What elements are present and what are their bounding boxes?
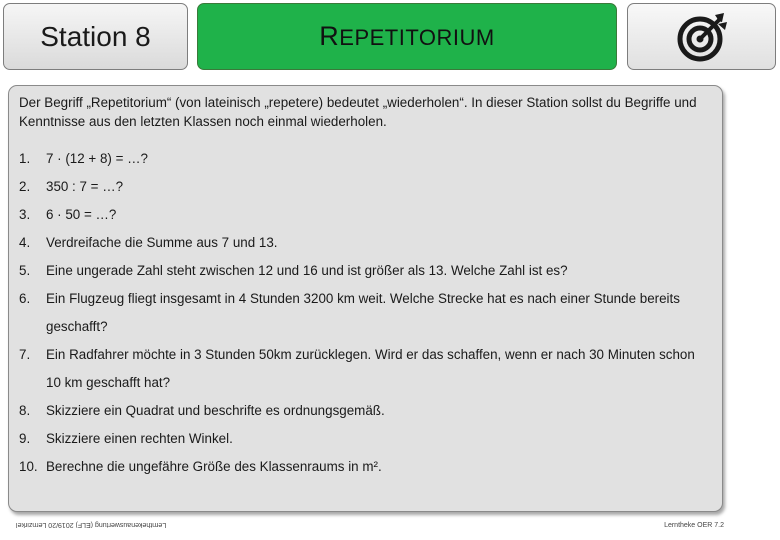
task-number: 8. <box>19 403 31 418</box>
task-panel <box>8 85 723 512</box>
task-number: 3. <box>19 207 31 222</box>
list-item <box>19 145 712 173</box>
task-text: 7 · (12 + 8) = …? <box>46 151 148 166</box>
task-number: 4. <box>19 235 31 250</box>
task-text: Verdreifache die Summe aus 7 und 13. <box>46 235 278 250</box>
list-item <box>19 257 712 285</box>
page-title <box>319 21 494 52</box>
icon-box <box>627 3 776 70</box>
task-list <box>19 145 712 481</box>
title-rest: EPETITORIUM <box>339 25 495 50</box>
station-label-box <box>3 3 188 70</box>
list-item <box>19 201 712 229</box>
task-text: 350 : 7 = …? <box>46 179 124 194</box>
task-text: Ein Flugzeug fliegt insgesamt in 4 Stunden 3200 km weit. Welche Strecke hat es nach einer Stunde bereits geschafft? <box>46 291 680 334</box>
title-box <box>197 3 617 70</box>
intro-text: Der Begriff „Repetitorium“ (von lateinisch „repetere) bedeutet „wiederholen“. In dieser Station sollst du Begriffe und Kenntnisse aus den letzten Klassen noch einmal wiederholen. <box>19 95 697 129</box>
task-text: Skizziere ein Quadrat und beschrifte es ordnungsgemäß. <box>46 403 385 418</box>
list-item <box>19 173 712 201</box>
task-text: Berechne die ungefähre Größe des Klassenraums in m². <box>46 459 382 474</box>
task-number: 10. <box>19 459 38 474</box>
task-number: 5. <box>19 263 31 278</box>
task-text: Ein Radfahrer möchte in 3 Stunden 50km zurücklegen. Wird er das schaffen, wenn er nach 30 Minuten schon 10 km geschafft hat? <box>46 347 695 390</box>
task-text: 6 · 50 = …? <box>46 207 117 222</box>
list-item <box>19 285 712 341</box>
list-item <box>19 229 712 257</box>
task-number: 7. <box>19 347 31 362</box>
station-label: Station 8 <box>40 20 151 52</box>
task-number: 6. <box>19 291 31 306</box>
target-icon <box>674 9 730 65</box>
list-item <box>19 341 712 397</box>
list-item <box>19 425 712 453</box>
list-item <box>19 453 712 481</box>
task-text: Eine ungerade Zahl steht zwischen 12 und 16 und ist größer als 13. Welche Zahl ist es? <box>46 263 568 278</box>
footer-left: Lernthekenauswertung (ELF) 2019/20 Lernzirkel <box>16 521 167 528</box>
task-number: 9. <box>19 431 31 446</box>
title-initial: R <box>319 21 340 51</box>
footer-right: Lerntheke OER 7.2 <box>664 522 724 529</box>
task-number: 1. <box>19 151 31 166</box>
list-item <box>19 397 712 425</box>
task-text: Skizziere einen rechten Winkel. <box>46 431 233 446</box>
task-number: 2. <box>19 179 31 194</box>
